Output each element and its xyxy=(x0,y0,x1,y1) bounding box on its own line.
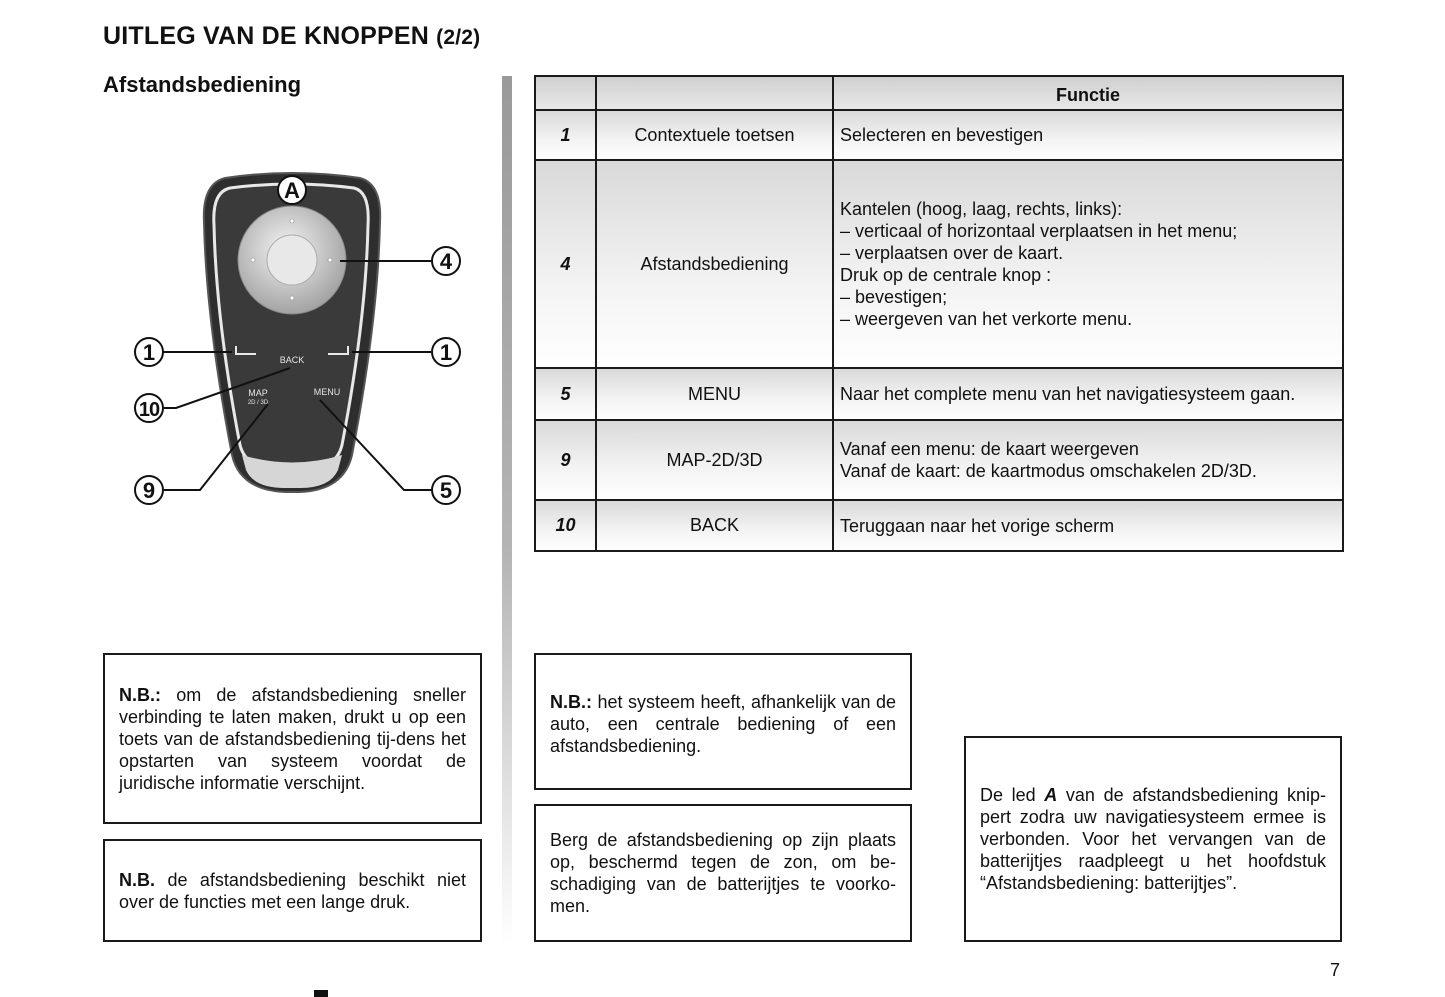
callout-1-right-label: 1 xyxy=(439,340,453,365)
row-desc xyxy=(833,160,1343,368)
section-heading: Afstandsbediening xyxy=(103,72,302,97)
column-divider xyxy=(502,76,512,946)
desc-line: – bevestigen; xyxy=(840,287,948,307)
callout-9-label: 9 xyxy=(142,478,156,503)
remote-control-diagram xyxy=(120,170,480,510)
row-name: Afstandsbediening xyxy=(596,160,833,368)
dpad-center xyxy=(267,235,317,285)
page-title xyxy=(103,22,480,51)
desc-line: Teruggaan naar het vorige scherm xyxy=(840,515,1115,536)
back-button-label: BACK xyxy=(279,355,305,365)
note-text-pre: De led xyxy=(980,785,1045,805)
note-label: N.B. xyxy=(119,869,155,890)
page-number: 7 xyxy=(1330,960,1341,980)
row-num: 10 xyxy=(535,500,596,551)
desc-line: – verticaal of horizontaal verplaatsen in het menu; xyxy=(840,221,1238,241)
note-text: van de afstandsbediening knip-pert zodra uw navigatiesysteem ermee is verbonden. Voor het vervangen van de batterijtjes raadpleegt u het hoofdstuk “Afstandsbediening: batterijtjes”. xyxy=(980,785,1326,893)
row-num: 4 xyxy=(535,160,596,368)
row-num: 5 xyxy=(535,368,596,420)
row-desc xyxy=(833,500,1343,551)
note-storage xyxy=(534,804,912,942)
note-text: de afstandsbediening beschikt niet over de functies met een lange druk. xyxy=(119,869,466,912)
header-num xyxy=(535,76,596,110)
callout-10-label: 10 xyxy=(138,399,160,421)
table-row xyxy=(535,368,1343,420)
map-button-sublabel: 2D / 3D xyxy=(247,400,269,406)
row-num: 9 xyxy=(535,420,596,500)
note-text: het systeem heeft, afhankelijk van de auto, een centrale bediening of een afstandsbediening. xyxy=(550,692,896,756)
note-led xyxy=(964,736,1342,942)
table-row xyxy=(535,110,1343,160)
desc-line: Naar het complete menu van het navigatiesysteem gaan. xyxy=(840,384,1296,404)
row-name: Contextuele toetsen xyxy=(596,110,833,160)
function-table xyxy=(534,75,1344,552)
row-num: 1 xyxy=(535,110,596,160)
note-label: N.B.: xyxy=(119,684,161,705)
desc-line: – weergeven van het verkorte menu. xyxy=(840,309,1133,329)
table-row xyxy=(535,500,1343,551)
desc-line: Vanaf de kaart: de kaartmodus omschakelen 2D/3D. xyxy=(840,461,1257,481)
callout-1-left-label: 1 xyxy=(142,340,156,365)
row-desc xyxy=(833,110,1343,160)
note-led-label: A xyxy=(1044,785,1058,805)
note-connect-faster xyxy=(103,653,482,824)
note-text: Berg de afstandsbediening op zijn plaats op, beschermd tegen de zon, om be-schadiging van de batterijtjes te voorko-men. xyxy=(550,830,896,916)
desc-line: Selecteren en bevestigen xyxy=(840,125,1044,145)
row-desc xyxy=(833,420,1343,500)
page-title-text: UITLEG VAN DE KNOPPEN xyxy=(103,22,429,50)
desc-line: Vanaf een menu: de kaart weergeven xyxy=(840,439,1139,459)
table-header-row xyxy=(535,76,1343,110)
desc-line: – verplaatsen over de kaart. xyxy=(840,243,1064,263)
page-title-suffix: (2/2) xyxy=(436,26,481,49)
table-row xyxy=(535,420,1343,500)
led-a-label: A xyxy=(284,178,300,203)
note-text: om de afstandsbediening sneller verbinding te laten maken, drukt u op een toets van de afstandsbediening tij-dens het opstarten van systeem voordat de juridische informatie verschijnt. xyxy=(119,684,466,793)
header-name xyxy=(596,76,833,110)
menu-button-label: MENU xyxy=(313,387,341,397)
note-label: N.B.: xyxy=(550,692,592,712)
crop-mark xyxy=(314,990,328,997)
row-desc xyxy=(833,368,1343,420)
row-name: MENU xyxy=(596,368,833,420)
map-button-label: MAP xyxy=(248,388,268,398)
callout-5-label: 5 xyxy=(439,478,453,503)
table-row xyxy=(535,160,1343,368)
header-function: Functie xyxy=(833,76,1343,110)
row-name: MAP-2D/3D xyxy=(596,420,833,500)
callout-4-label: 4 xyxy=(439,249,453,274)
note-no-long-press xyxy=(103,839,482,942)
desc-line: Druk op de centrale knop : xyxy=(840,265,1052,285)
note-central-control xyxy=(534,653,912,790)
row-name: BACK xyxy=(596,500,833,551)
desc-line: Kantelen (hoog, laag, rechts, links): xyxy=(840,199,1123,219)
